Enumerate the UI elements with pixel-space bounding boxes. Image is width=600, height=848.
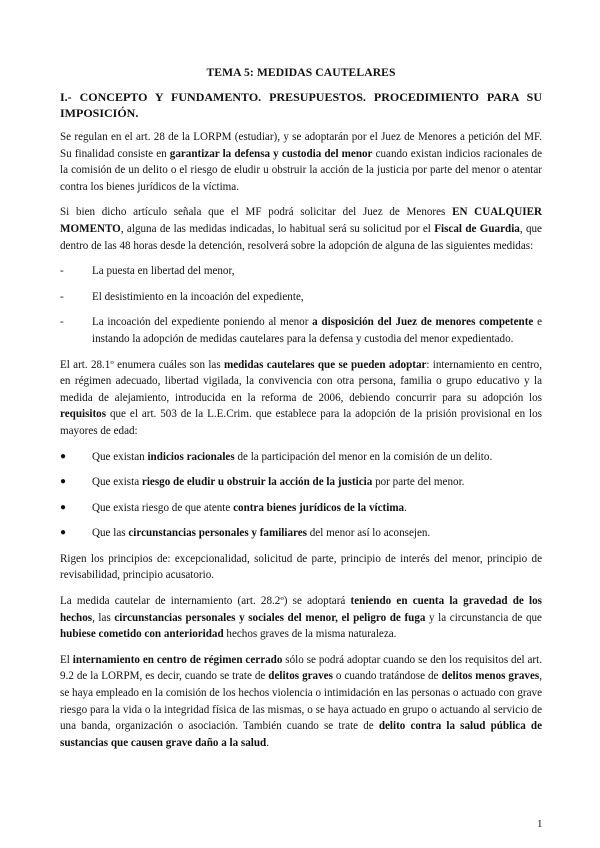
paragraph-2: Si bien dicho artículo señala que el MF podrá solicitar del Juez de Menores EN CUALQUIER MOMENTO, alguna de las medidas indicadas, lo habitual será su solicitud por el Fiscal de Guardia, que dentro de las 48 horas desde la detención, resolverá sobre la adopción de alguna de las siguientes medidas:: [60, 206, 542, 252]
bullet-item: [60, 500, 542, 517]
bullet-item: [60, 525, 542, 542]
dash-marker: -: [60, 316, 64, 329]
dash-item-text: La incoación del expediente poniendo al menor a disposición del Juez de menores competente e instando la adopción de medidas cautelares para la defensa y custodia del menor expedientado.: [92, 316, 542, 345]
bullet-item-text: Que exista riesgo de eludir u obstruir la acción de la justicia por parte del menor.: [92, 476, 465, 489]
dash-item-text: El desistimiento en la incoación del expediente,: [92, 290, 304, 303]
dash-marker: -: [60, 290, 64, 303]
page-number: 1: [537, 818, 543, 830]
page-title: TEMA 5: MEDIDAS CAUTELARES: [206, 66, 396, 79]
page-content: [60, 66, 542, 760]
paragraph-1: Se regulan en el art. 28 de la LORPM (estudiar), y se adoptarán por el Juez de Menores a petición del MF. Su finalidad consiste en garantizar la defensa y custodia del menor cuando existan indicios racionales de la comisión de un delito o el riesgo de eludir u obstruir la acción de la justicia por parte del menor o atentar contra los bienes jurídicos de la víctima.: [60, 131, 543, 193]
dash-item: [60, 314, 542, 347]
paragraph-4: Rigen los principios de: excepcionalidad, solicitud de parte, principio de interés del menor, principio de revisabilidad, principio acusatorio.: [60, 552, 542, 582]
bullet-icon: ●: [60, 450, 67, 462]
paragraph-5: La medida cautelar de internamiento (art. 28.2º) se adoptará teniendo en cuenta la gravedad de los hechos, las circunstancias personales y sociales del menor, el peligro de fuga y la circunstancia de que hubiese cometido con anterioridad hechos graves de la misma naturaleza.: [60, 595, 543, 641]
dash-item-text: La puesta en libertad del menor,: [92, 265, 235, 278]
bullet-icon: ●: [60, 476, 67, 488]
paragraph-6: El internamiento en centro de régimen cerrado sólo se podrá adoptar cuando se den los requisitos del art. 9.2 de la LORPM, es decir, cuando se trate de delitos graves o cuando tratándose de delitos menos graves, se haya empleado en la comisión de los hechos violencia o intimidación en las personas o actuado con grave riesgo para la vida o la integridad física de las mismas, o se haya actuado en grupo o actuando al servicio de una banda, organización o asociación. También cuando se trate de delito contra la salud pública de sustancias que causen grave daño a la salud.: [60, 653, 542, 749]
bullet-item-text: Que las circunstancias personales y familiares del menor así lo aconsejen.: [92, 527, 431, 540]
bullet-item-text: Que existan indicios racionales de la participación del menor en la comisión de un delito.: [92, 450, 493, 463]
dash-marker: -: [60, 265, 64, 278]
dash-item: [60, 263, 542, 280]
bullet-icon: ●: [60, 501, 67, 513]
bullet-item: [60, 449, 542, 466]
bullet-item: [60, 474, 542, 491]
bullet-item-text: Que exista riesgo de que atente contra bienes jurídicos de la víctima.: [92, 501, 407, 514]
paragraph-3: El art. 28.1º enumera cuáles son las medidas cautelares que se pueden adoptar: internamiento en centro, en régimen adecuado, libertad vigilada, la convivencia con otra persona, familia o grupo educativo y la medida de alejamiento, introducida en la reforma de 2006, debiendo concurrir para su adopción los requisitos que el art. 503 de la L.E.Crim. que establece para la adopción de la prisión provisional en los mayores de edad:: [60, 358, 542, 437]
section-heading: I.- CONCEPTO Y FUNDAMENTO. PRESUPUESTOS. PROCEDIMIENTO PARA SU IMPOSICIÓN.: [60, 90, 542, 120]
bullet-icon: ●: [60, 527, 67, 539]
dash-item: [60, 289, 542, 306]
